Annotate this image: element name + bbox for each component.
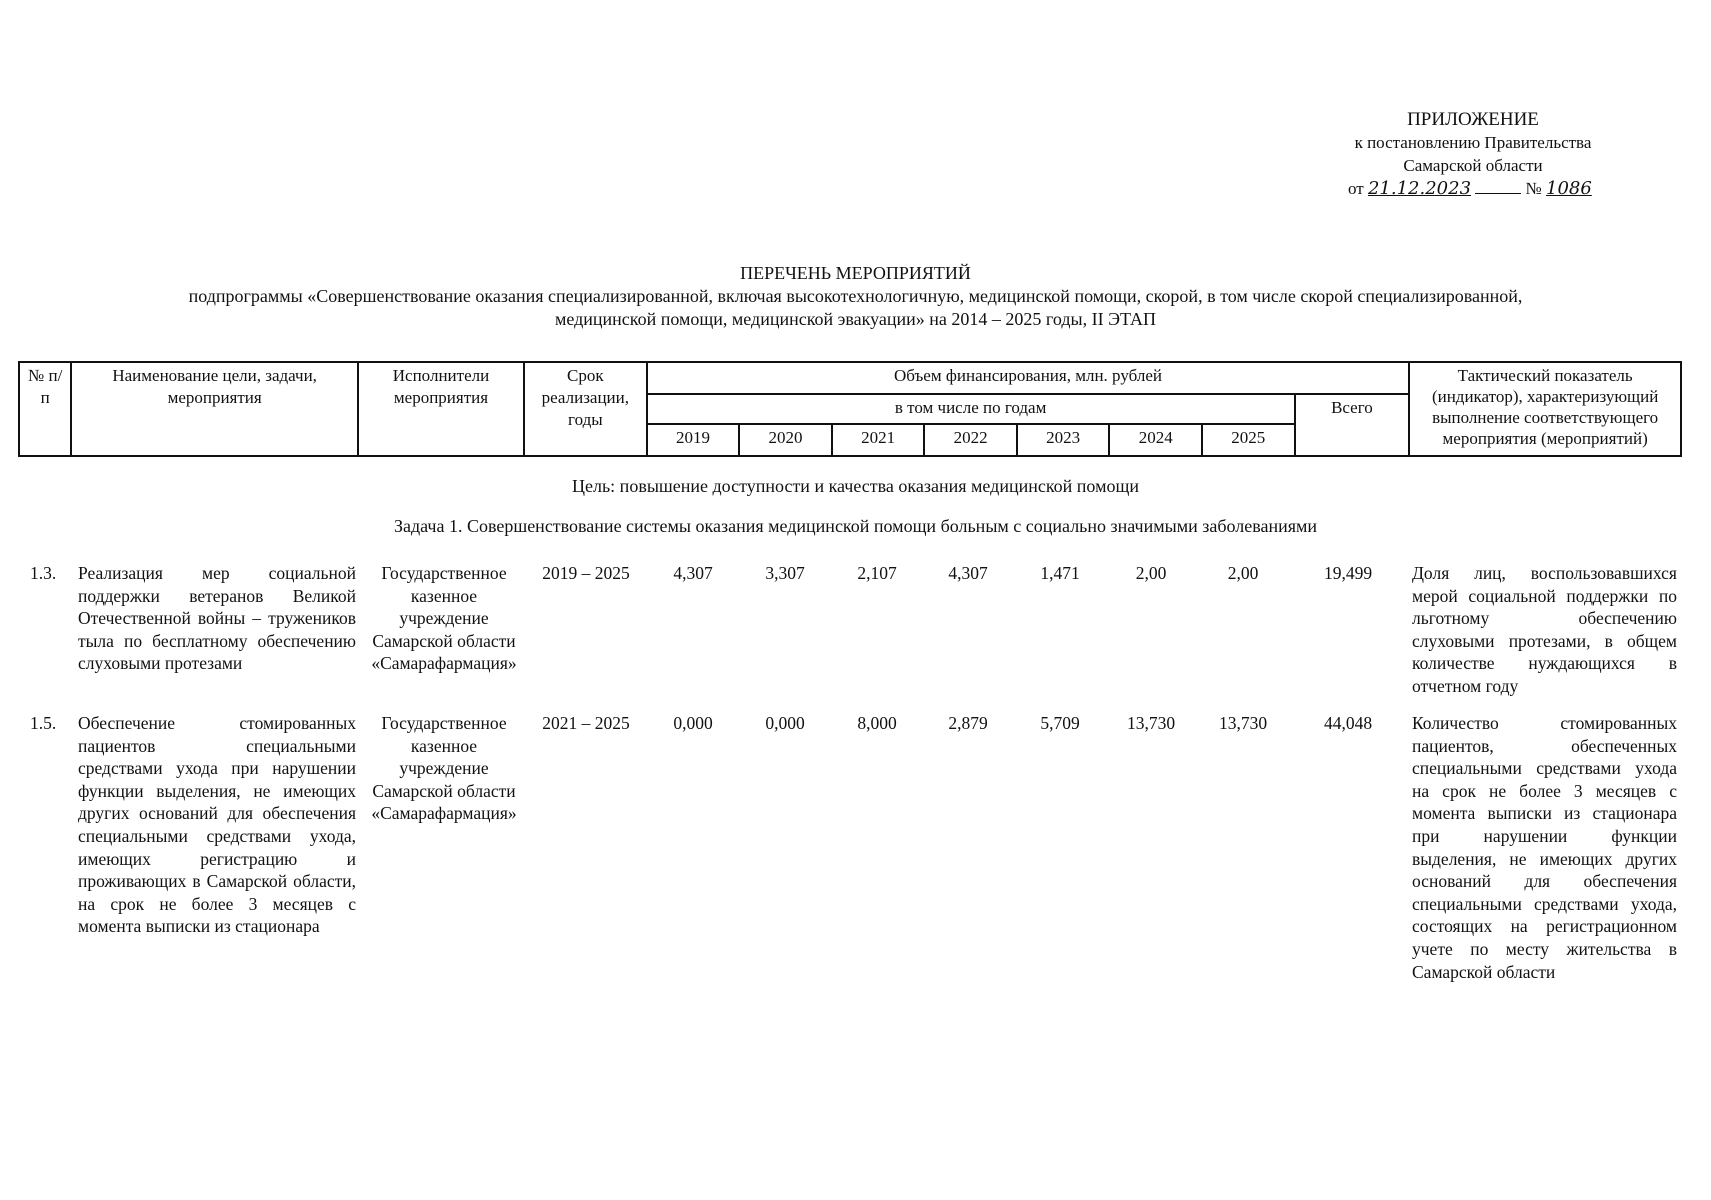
header-indicator: Тактический показатель (индикатор), характеризующий выполнение соответствующего мероприятия (мероприятий) (1409, 362, 1681, 456)
header-by-years: в том числе по годам (647, 394, 1295, 424)
date-prefix: от (1348, 179, 1364, 198)
table-header (18, 361, 1682, 457)
row-value-2020: 3,307 (765, 563, 805, 583)
document-title-block (0, 262, 1711, 331)
row-value-2023: 1,471 (1040, 563, 1080, 583)
row-term: 2021 – 2025 (542, 713, 630, 733)
header-funding: Объем финансирования, млн. рублей (647, 362, 1410, 394)
header-name: Наименование цели, задачи, мероприятия (71, 362, 358, 456)
row-value-2019: 0,000 (673, 713, 713, 733)
row-number: 1.5. (30, 713, 57, 733)
goal-heading: Цель: повышение доступности и качества оказания медицинской помощи (572, 476, 1139, 496)
document-title: ПЕРЕЧЕНЬ МЕРОПРИЯТИЙ (740, 263, 971, 283)
row-name: Обеспечение стомированных пациентов специальными средствами ухода при нарушении функции выделения, не имеющих других оснований для обеспечения специальными средствами ухода, имеющих регистрацию и проживающих в Самарской области, на срок не более 3 месяцев с момента выписки из стационара (78, 713, 356, 937)
row-executor: Государственное казенное учреждение Самарской области «Самарафармация» (371, 563, 517, 674)
appendix-signature-line (1323, 177, 1623, 200)
row-number: 1.3. (30, 563, 57, 583)
row-value-2020: 0,000 (765, 713, 805, 733)
row-value-2021: 8,000 (857, 713, 897, 733)
appendix-line1: к постановлению Правительства (1354, 133, 1592, 152)
row-total: 44,048 (1323, 713, 1373, 733)
row-value-2021: 2,107 (857, 563, 897, 583)
header-executors: Исполнители мероприятия (358, 362, 524, 456)
row-value-2019: 4,307 (673, 563, 713, 583)
header-year: 2025 (1202, 424, 1295, 456)
appendix-title: ПРИЛОЖЕНИЕ (1407, 109, 1539, 130)
appendix-block (1323, 108, 1623, 200)
header-term: Срок реализации, годы (524, 362, 647, 456)
row-value-2025: 13,730 (1218, 713, 1268, 733)
row-indicator: Доля лиц, воспользовавшихся мерой социальной поддержки по льготному обеспечению слуховыми протезами, в общем количестве нуждающихся в отчетном году (1412, 563, 1677, 696)
appendix-line2: Самарской области (1403, 156, 1543, 175)
document-subtitle-line1: подпрограммы «Совершенствование оказания специализированной, включая высокотехнологичную, медицинской помощи, скорой, в том числе скорой специализированной, (188, 286, 1523, 306)
header-year: 2023 (1017, 424, 1110, 456)
number-prefix: № (1525, 179, 1542, 198)
header-total: Всего (1295, 394, 1410, 456)
row-indicator: Количество стомированных пациентов, обеспеченных специальными средствами ухода на срок не более 3 месяцев с момента выписки из стационара при нарушении функции выделения, не имеющих других оснований для обеспечения специальными средствами ухода, состоящих на регистрационном учете по месту жительства в Самарской области (1412, 713, 1677, 982)
header-year: 2022 (924, 424, 1017, 456)
header-year: 2019 (647, 424, 740, 456)
header-year: 2021 (832, 424, 925, 456)
handwritten-number: 1086 (1546, 178, 1592, 199)
row-value-2024: 2,00 (1135, 563, 1167, 583)
handwritten-date: 21.12.2023 (1367, 178, 1472, 199)
row-total: 19,499 (1323, 563, 1373, 583)
header-num: № п/п (19, 362, 71, 456)
row-value-2025: 2,00 (1227, 563, 1259, 583)
task-heading: Задача 1. Совершенствование системы оказания медицинской помощи больным с социально значимыми заболеваниями (393, 516, 1318, 536)
row-name: Реализация мер социальной поддержки ветеранов Великой Отечественной войны – тружеников тыла по бесплатному обеспечению слуховыми протезами (78, 563, 356, 674)
header-year: 2024 (1109, 424, 1202, 456)
document-subtitle-line2: медицинской помощи, медицинской эвакуации» на 2014 – 2025 годы, II ЭТАП (554, 309, 1157, 329)
row-value-2023: 5,709 (1040, 713, 1080, 733)
row-value-2022: 2,879 (948, 713, 988, 733)
row-value-2022: 4,307 (948, 563, 988, 583)
row-value-2024: 13,730 (1126, 713, 1176, 733)
row-term: 2019 – 2025 (542, 563, 630, 583)
header-year: 2020 (739, 424, 832, 456)
row-executor: Государственное казенное учреждение Самарской области «Самарафармация» (371, 713, 517, 824)
